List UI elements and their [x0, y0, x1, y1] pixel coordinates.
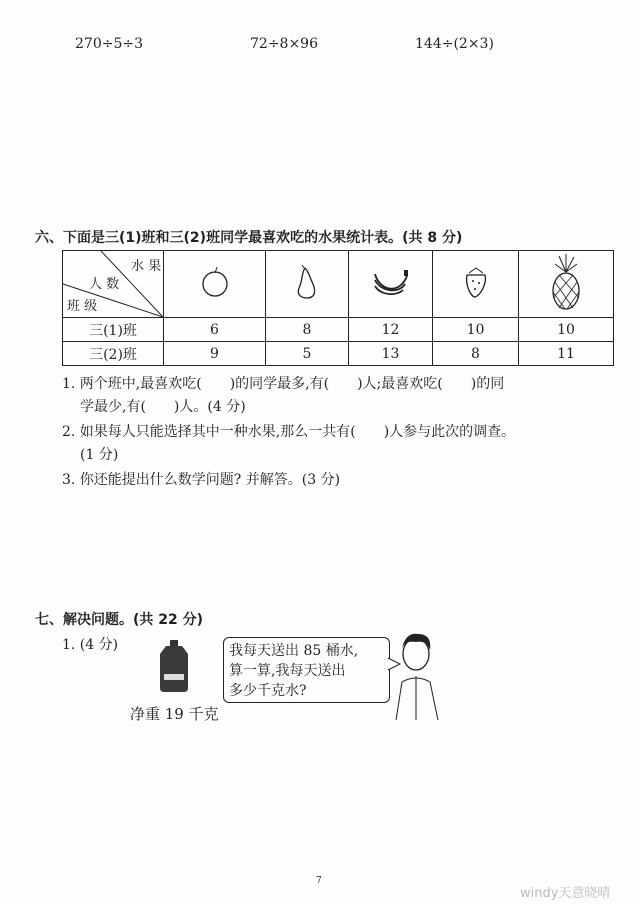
table-row: [63, 342, 614, 366]
watermark: windy天意晓晴: [520, 886, 611, 901]
weight-label: 净重 19 千克: [130, 705, 219, 723]
cell: 11: [519, 342, 614, 366]
cell: 6: [164, 318, 266, 342]
cell: 8: [266, 318, 349, 342]
expression-2: 72÷8×96: [250, 36, 318, 52]
bubble-line-2: 算一算,我每天送出: [229, 663, 346, 679]
cell: 10: [433, 318, 519, 342]
table-row: [63, 318, 614, 342]
water-bottle-icon: [158, 640, 190, 692]
header-count: 人 数: [89, 277, 120, 292]
diagonal-header-cell: [63, 251, 164, 318]
question-3: 3. 你还能提出什么数学问题? 并解答。(3 分): [62, 472, 341, 488]
section6-title: 六、下面是三(1)班和三(2)班同学最喜欢吃的水果统计表。(共 8 分): [35, 230, 463, 246]
header-class: 班 级: [67, 299, 98, 314]
pear-icon: [266, 251, 349, 318]
page-number: 7: [316, 876, 322, 886]
cell: 8: [433, 342, 519, 366]
speech-bubble: [223, 637, 390, 703]
bubble-line-1: 我每天送出 85 桶水,: [229, 643, 359, 659]
banana-icon: [349, 251, 433, 318]
cell: 9: [164, 342, 266, 366]
section7-q1: 1. (4 分): [62, 637, 119, 653]
expression-1: 270÷5÷3: [75, 36, 143, 52]
question-1-line2: 学最少,有( )人。(4 分): [80, 399, 246, 415]
bubble-line-3: 多少千克水?: [229, 683, 307, 699]
cell: 5: [266, 342, 349, 366]
section7-title: 七、解决问题。(共 22 分): [35, 612, 204, 628]
strawberry-icon: [433, 251, 519, 318]
cell: 13: [349, 342, 433, 366]
question-2-line1: 2. 如果每人只能选择其中一种水果,那么一共有( )人参与此次的调查。: [62, 424, 516, 440]
pineapple-icon: [519, 251, 614, 318]
cell: 10: [519, 318, 614, 342]
row-label: 三(1)班: [63, 318, 164, 342]
cell: 12: [349, 318, 433, 342]
expression-3: 144÷(2×3): [415, 36, 494, 52]
fruit-table: [62, 250, 614, 366]
delivery-man-illustration: [386, 630, 440, 722]
question-1-line1: 1. 两个班中,最喜欢吃( )的同学最多,有( )人;最喜欢吃( )的同: [62, 376, 505, 392]
apple-icon: [164, 251, 266, 318]
row-label: 三(2)班: [63, 342, 164, 366]
question-2-line2: (1 分): [80, 447, 119, 463]
header-fruit: 水 果: [131, 259, 162, 274]
